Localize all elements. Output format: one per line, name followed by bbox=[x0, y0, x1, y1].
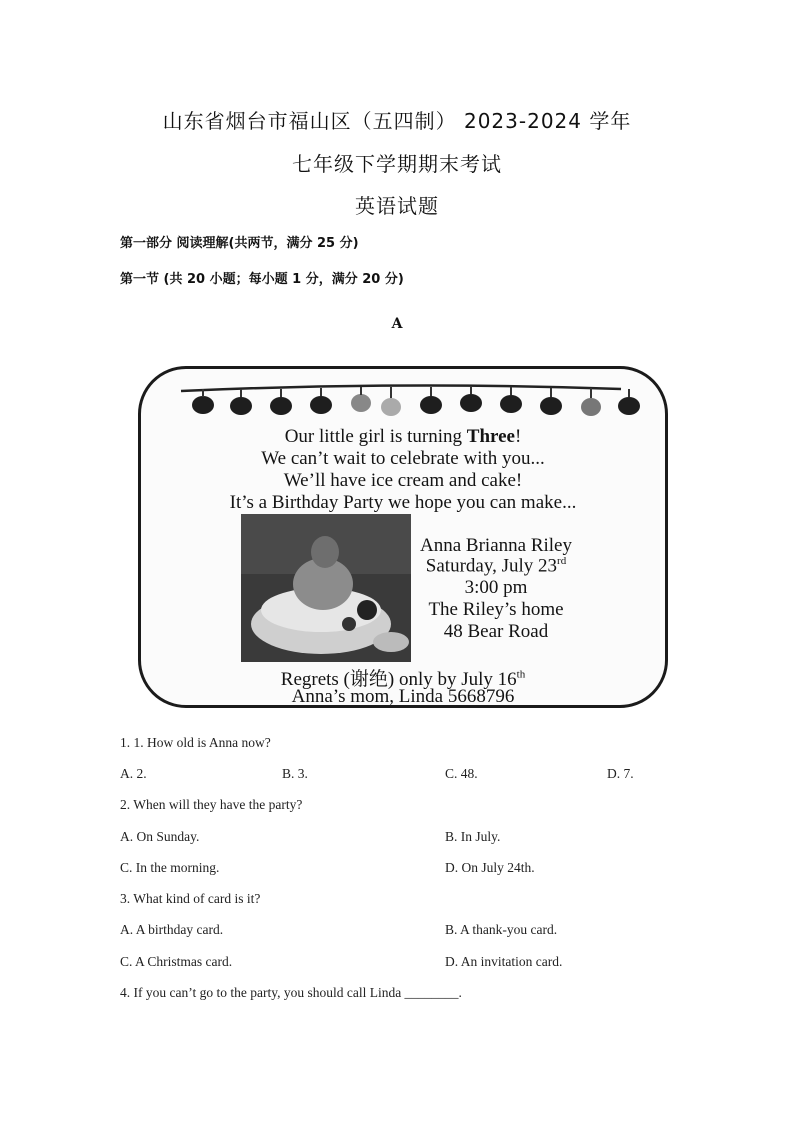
question-2-option-b[interactable]: B. In July. bbox=[445, 829, 501, 844]
exam-title-line3: 英语试题 bbox=[355, 194, 439, 218]
passage-letter: A bbox=[391, 316, 403, 332]
card-line-1: Our little girl is turning Three! bbox=[284, 426, 522, 447]
contact-line: Anna’s mom, Linda 5668796 bbox=[291, 686, 515, 707]
regrets-line: Regrets (谢绝) only by July 16th bbox=[280, 668, 526, 690]
question-1-option-a[interactable]: A. 2. bbox=[120, 766, 147, 781]
invitee-name: Anna Brianna Riley bbox=[420, 535, 572, 556]
party-place: The Riley’s home bbox=[428, 599, 564, 620]
question-2-option-a[interactable]: A. On Sunday. bbox=[120, 829, 200, 844]
invitation-card bbox=[138, 366, 668, 708]
question-2-option-d[interactable]: D. On July 24th. bbox=[445, 860, 535, 875]
card-line-2: We can’t wait to celebrate with you... bbox=[261, 448, 545, 469]
question-3-option-d[interactable]: D. An invitation card. bbox=[445, 954, 563, 969]
question-3-option-b[interactable]: B. A thank-you card. bbox=[445, 922, 558, 937]
part-heading: 第一部分 阅读理解(共两节，满分 25 分) bbox=[120, 236, 359, 251]
birthday-cake-photo bbox=[241, 514, 411, 662]
question-2-stem: 2. When will they have the party? bbox=[120, 797, 303, 812]
question-1-option-d[interactable]: D. 7. bbox=[607, 766, 634, 781]
exam-title-line1: 山东省烟台市福山区（五四制） 2023-2024 学年 bbox=[162, 109, 632, 133]
question-1-option-b[interactable]: B. 3. bbox=[282, 766, 308, 781]
party-date: Saturday, July 23rd bbox=[425, 555, 567, 577]
question-4-stem: 4. If you can’t go to the party, you should call Linda ________. bbox=[120, 985, 462, 1000]
question-3-option-c[interactable]: C. A Christmas card. bbox=[120, 954, 233, 969]
question-1-stem: 1. 1. How old is Anna now? bbox=[120, 735, 271, 750]
party-time: 3:00 pm bbox=[464, 577, 528, 598]
party-garland-illustration bbox=[141, 369, 665, 429]
card-line-4: It’s a Birthday Party we hope you can make... bbox=[229, 492, 577, 513]
question-2-option-c[interactable]: C. In the morning. bbox=[120, 860, 220, 875]
question-3-stem: 3. What kind of card is it? bbox=[120, 891, 261, 906]
question-3-option-a[interactable]: A. A birthday card. bbox=[120, 922, 224, 937]
card-line-3: We’ll have ice cream and cake! bbox=[283, 470, 523, 491]
section-heading: 第一节 (共 20 小题；每小题 1 分，满分 20 分) bbox=[120, 272, 404, 287]
question-1-option-c[interactable]: C. 48. bbox=[445, 766, 478, 781]
exam-title-line2: 七年级下学期期末考试 bbox=[292, 152, 502, 176]
party-address: 48 Bear Road bbox=[443, 621, 549, 642]
